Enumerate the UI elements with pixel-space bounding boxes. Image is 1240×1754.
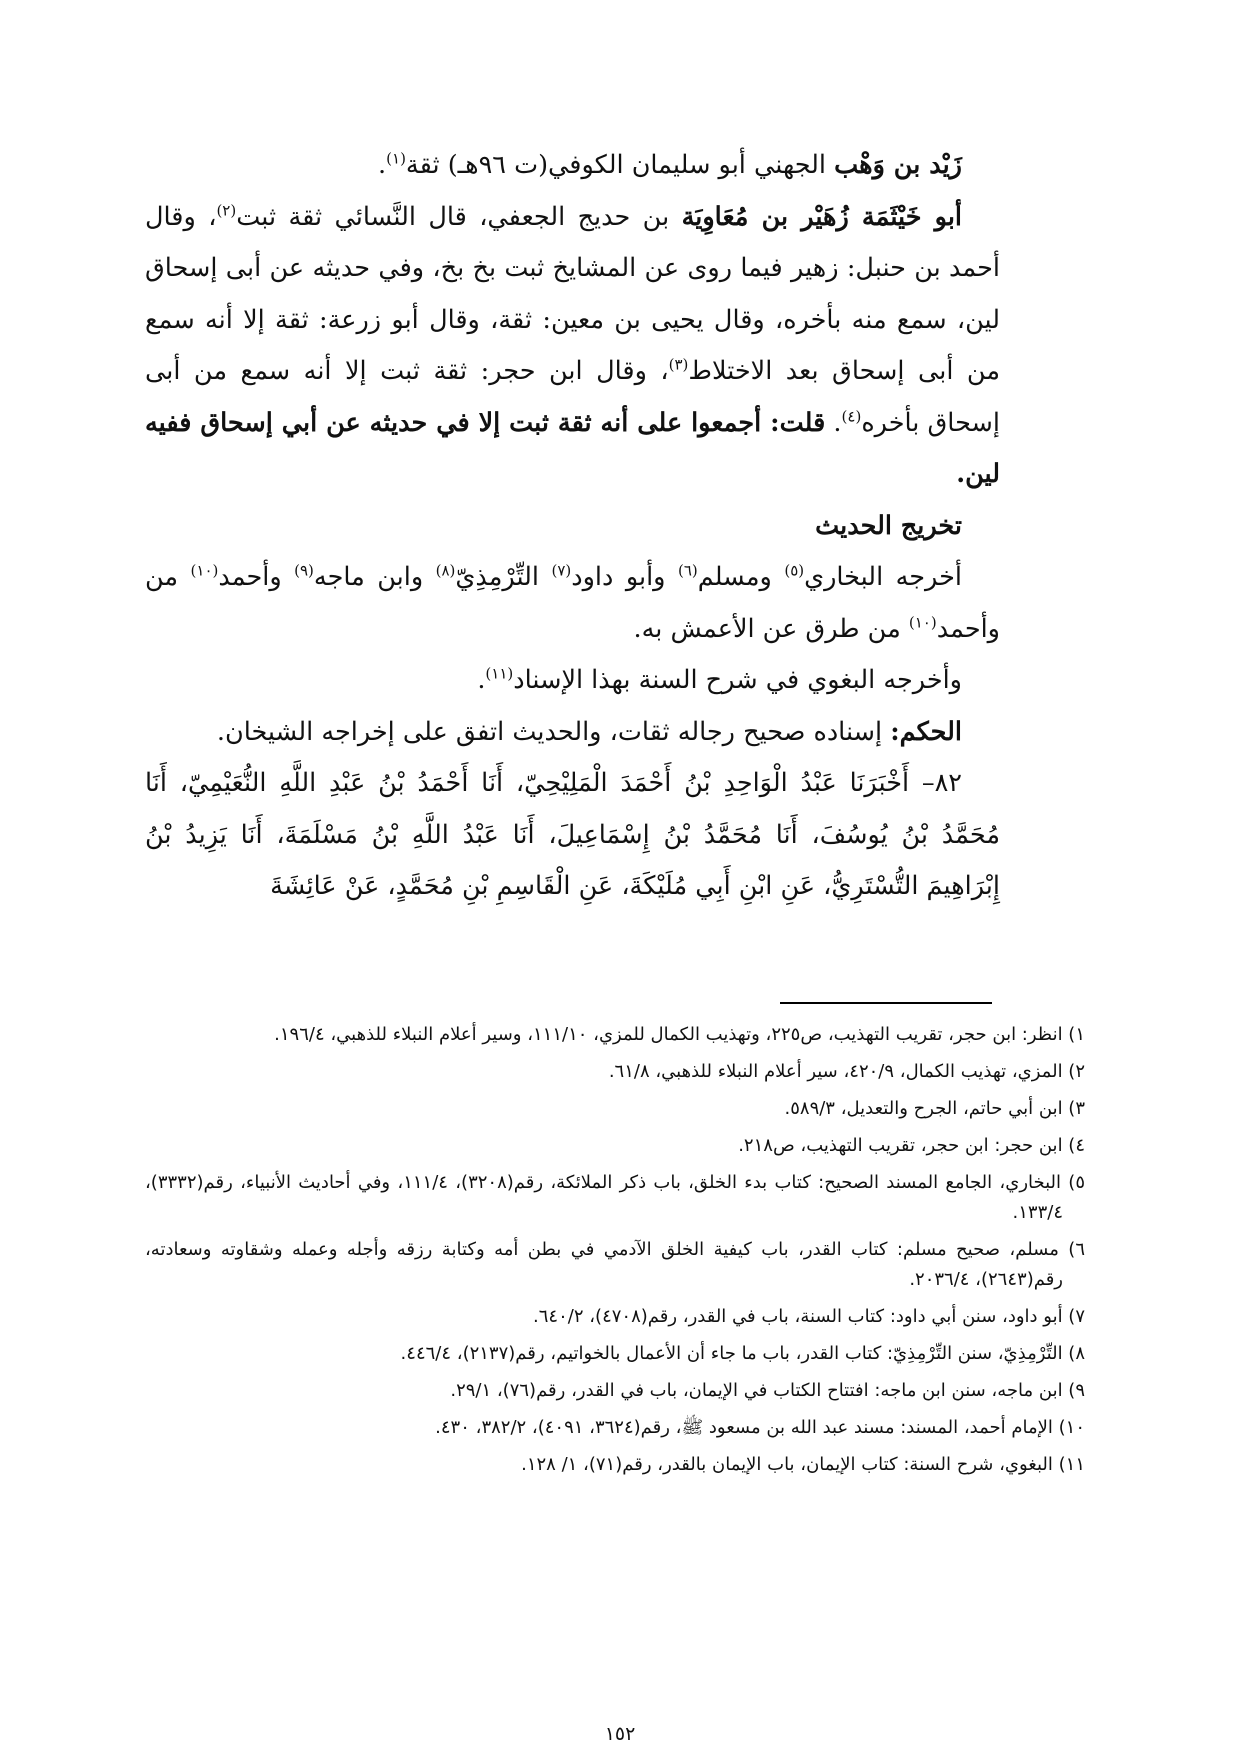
footnote: ٢) المزي، تهذيب الكمال، ٤٢٠/٩، سير أعلام النبلاء للذهبي، ٦١/٨. (608, 1061, 1085, 1082)
paragraph-text: وأخرجه البغوي في شرح السنة بهذا الإسناد (513, 665, 962, 695)
footnote: ٨) التِّرْمِذِيّ، سنن التِّرْمِذِيّ: كتاب القدر، باب ما جاء أن الأعمال بالخواتيم، رقم(٢١٣٧)، ٤٤٦/٤. (400, 1343, 1085, 1364)
footnote: ١) انظر: ابن حجر، تقريب التهذيب، ص٢٢٥، وتهذيب الكمال للمزي، ١١١/١٠، وسير أعلام النبلاء للذهبي، ١٩٦/٤. (274, 1024, 1085, 1045)
narrator-name: أبو خَيْثَمَة زُهَيْر بن مُعَاوِيَة (681, 201, 963, 232)
footnote-ref: (١١) (485, 664, 514, 683)
paragraph-text: إسناده صحيح رجاله ثقات، والحديث اتفق على إخراجه الشيخان. (216, 716, 891, 747)
paragraph-text: وابن ماجه (313, 562, 436, 592)
hadith-82-isnad: ٨٢– أَخْبَرَنَا عَبْدُ الْوَاحِدِ بْنُ أَحْمَدَ الْمَلِيْحِيّ، أَنَا أَحْمَدُ بْنُ عَبْدِ اللَّهِ النُّعَيْمِيّ، أَنَا مُحَمَّدُ بْنُ يُوسُفَ، أَنَا مُحَمَّدُ بْنُ إِسْمَاعِيلَ، أَنَا عَبْدُ اللَّهِ بْنُ مَسْلَمَةَ، أَنَا يَزِيدُ بْنُ إِبْرَاهِيمَ التُّسْتَرِيُّ، عَنِ ابْنِ أَبِي مُلَيْكَةَ، عَنِ الْقَاسِمِ بْنِ مُحَمَّدٍ، عَنْ عَائِشَةَ (145, 768, 1000, 901)
footnote: ٩) ابن ماجه، سنن ابن ماجه: افتتاح الكتاب في الإيمان، باب في القدر، رقم(٧٦)، ٢٩/١. (450, 1380, 1085, 1401)
paragraph-text: ومسلم (697, 562, 785, 592)
main-text (145, 140, 1000, 913)
footnote: ٥) البخاري، الجامع المسند الصحيح: كتاب بدء الخلق، باب ذكر الملائكة، رقم(٣٢٠٨)، ١١١/٤، وفي أحاديث الأنبياء، رقم(٣٣٣٢)، ١٣٣/٤. (145, 1172, 1086, 1223)
footnote: ٣) ابن أبي حاتم، الجرح والتعديل، ٥٨٩/٣. (784, 1098, 1085, 1119)
footnote-ref: (٢) (216, 201, 237, 219)
paragraph-text: وأحمد (218, 562, 295, 592)
narrator-zuhayr-paragraph (145, 192, 1000, 501)
footnote-separator (780, 1002, 992, 1004)
footnote-ref: (٥) (784, 561, 805, 580)
footnote-ref: (١٠) (908, 613, 937, 631)
paragraph-text: ، وقال أحمد بن حنبل: زهير فيما روى عن المشايخ ثبت بخ بخ، وفي حديثه عن أبى إسحاق لين، سمع منه بأخره، وقال يحيى بن معين: ثقة، وقال أبو زرعة: ثقة إلا أنه سمع من أبى إسحاق بعد الاختلاط (145, 201, 1001, 386)
page-number: ١٥٢ (604, 1723, 636, 1745)
footnote-ref: (٧) (551, 561, 572, 580)
author-conclusion: قلت: أجمعوا على أنه ثقة ثبت إلا في حديثه عن أبي إسحاق ففيه لين. (145, 407, 1000, 489)
paragraph-text: ، وقال ابن حجر: ثقة ثبت إلا أنه سمع من أبى إسحاق بأخره (145, 356, 1000, 438)
footnote: ٧) أبو داود، سنن أبي داود: كتاب السنة، باب في القدر، رقم(٤٧٠٨)، ٦٤٠/٢. (533, 1306, 1085, 1327)
footnote: ١١) البغوي، شرح السنة: كتاب الإيمان، باب الإيمان بالقدر، رقم(٧١)، ١/ ١٢٨. (521, 1454, 1085, 1475)
footnote-ref: (٣) (668, 355, 689, 374)
footnote: ٦) مسلم، صحيح مسلم: كتاب القدر، باب كيفية الخلق الآدمي في بطن أمه وكتابة رزقه وأجله وعمله وشقاوته وسعادته، رقم(٢٦٤٣)، ٢٠٣٦/٤. (145, 1239, 1085, 1290)
paragraph-text: . (477, 665, 486, 695)
paragraph-text: أخرجه البخاري (804, 562, 962, 592)
footnote-ref: (٨) (435, 561, 456, 580)
ruling-label: الحكم: (890, 716, 962, 747)
paragraph-text: بن حديج الجعفي، قال النَّسائي ثقة ثبت (236, 201, 682, 232)
footnotes (145, 1020, 1085, 1487)
paragraph-text: . (825, 407, 842, 438)
footnote-ref: (١٠) (190, 561, 219, 580)
paragraph-text: التِّرْمِذِيّ (455, 562, 552, 592)
takhrij-paragraph (145, 552, 1000, 655)
paragraph-text: . (378, 150, 387, 180)
baghawi-paragraph (145, 655, 1000, 707)
narrator-name: زَيْد بن وَهْب (834, 150, 962, 180)
paragraph-text: الجهني أبو سليمان الكوفي(ت ٩٦هـ) ثقة (405, 150, 835, 180)
section-heading: تخريج الحديث (815, 510, 962, 541)
footnote-ref: (١) (386, 149, 406, 168)
footnote: ١٠) الإمام أحمد، المسند: مسند عبد الله بن مسعود ﷺ، رقم(٣٦٢٤، ٤٠٩١)، ٣٨٢/٢، ٤٣٠. (435, 1417, 1085, 1438)
narrator-zayd-paragraph (145, 140, 1000, 192)
paragraph-text: من طرق عن الأعمش به. (633, 613, 909, 644)
footnote-ref: (٦) (677, 561, 698, 580)
footnote: ٤) ابن حجر: ابن حجر، تقريب التهذيب، ص٢١٨. (738, 1135, 1085, 1156)
footnote-ref: (٤) (841, 407, 862, 425)
ruling-paragraph (145, 707, 1000, 759)
paragraph-text: وأبو داود (571, 562, 678, 592)
footnote-ref: (٩) (294, 561, 314, 580)
paragraph-text: من وأحمد (145, 562, 1000, 644)
